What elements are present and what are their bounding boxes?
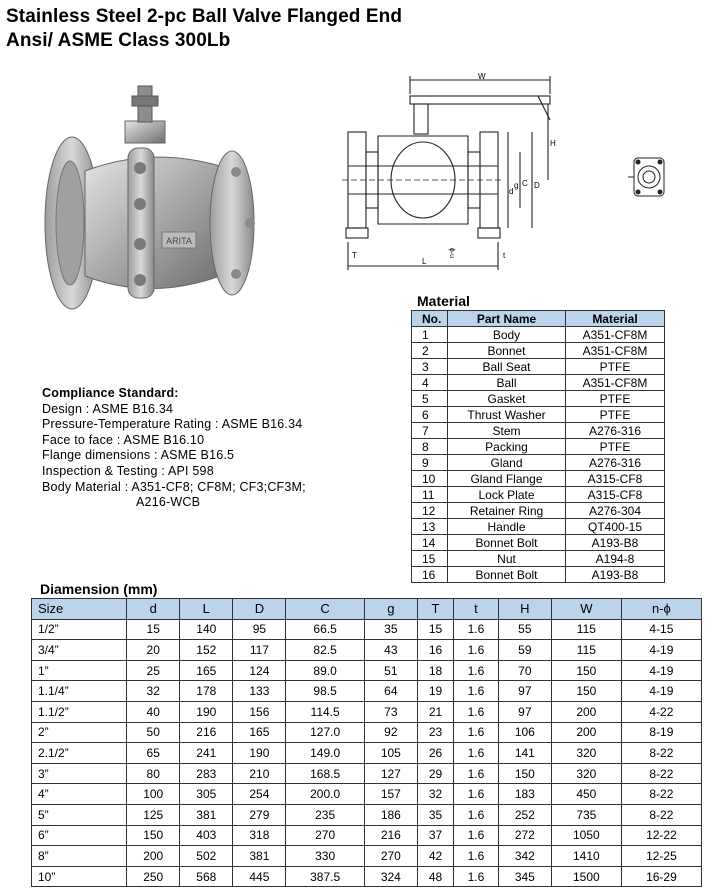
column-header: No. (412, 311, 448, 327)
table-row (32, 825, 702, 846)
table-cell: 14 (412, 535, 448, 551)
dimension-title: Diamension (mm) (40, 581, 158, 597)
table-cell: 2 (412, 343, 448, 359)
table-cell: 70 (498, 660, 551, 681)
table-cell: 1.1/4” (32, 681, 127, 702)
table-cell: A315-CF8 (566, 487, 665, 503)
table-cell: QT400-15 (566, 519, 665, 535)
dim-label-h: H (550, 139, 556, 148)
column-header: H (498, 599, 551, 620)
table-cell: 190 (233, 743, 286, 764)
table-cell: 10” (32, 866, 127, 887)
table-cell: 165 (180, 660, 233, 681)
compliance-line: Face to face : ASME B16.10 (42, 432, 205, 447)
dim-label-d: d (509, 187, 514, 196)
table-row (412, 407, 665, 423)
table-cell: 133 (233, 681, 286, 702)
dimension-table (31, 598, 702, 887)
table-cell: 100 (127, 784, 180, 805)
table-cell: 3 (412, 359, 448, 375)
column-header: T (417, 599, 453, 620)
table-row (412, 327, 665, 343)
dim-label-c: C (522, 179, 528, 188)
table-cell: 320 (551, 743, 621, 764)
table-row (412, 423, 665, 439)
column-header: Size (32, 599, 127, 620)
table-cell: A194-8 (566, 551, 665, 567)
table-cell: 4” (32, 784, 127, 805)
table-cell: Gland (448, 455, 566, 471)
table-row (412, 359, 665, 375)
table-cell: Ball (448, 375, 566, 391)
table-cell: 98.5 (286, 681, 364, 702)
compliance-heading: Compliance Standard: (42, 386, 179, 400)
table-cell: Handle (448, 519, 566, 535)
dim-label-D: D (534, 181, 540, 190)
table-cell: 12 (412, 503, 448, 519)
table-cell: 324 (364, 866, 417, 887)
table-cell: PTFE (566, 391, 665, 407)
table-header-row (412, 311, 665, 327)
table-cell: 4-19 (621, 660, 701, 681)
table-cell: 64 (364, 681, 417, 702)
column-header: D (233, 599, 286, 620)
table-cell: 89.0 (286, 660, 364, 681)
table-cell: 272 (498, 825, 551, 846)
table-cell: 5 (412, 391, 448, 407)
table-cell: 4-15 (621, 619, 701, 640)
table-cell: 381 (233, 846, 286, 867)
table-cell: 318 (233, 825, 286, 846)
table-cell: Body (448, 327, 566, 343)
table-cell: 283 (180, 763, 233, 784)
table-cell: 2” (32, 722, 127, 743)
column-header: Part Name (448, 311, 566, 327)
table-row (412, 471, 665, 487)
table-cell: 15 (417, 619, 453, 640)
table-cell: 42 (417, 846, 453, 867)
table-row (412, 343, 665, 359)
table-cell: 149.0 (286, 743, 364, 764)
table-cell: 97 (498, 681, 551, 702)
table-cell: 16 (412, 567, 448, 583)
table-cell: 403 (180, 825, 233, 846)
table-cell: 13 (412, 519, 448, 535)
table-cell: 270 (286, 825, 364, 846)
table-cell: A351-CF8M (566, 343, 665, 359)
table-cell: 1.6 (454, 763, 499, 784)
table-cell: 114.5 (286, 701, 364, 722)
table-cell: 342 (498, 846, 551, 867)
table-cell: 18 (417, 660, 453, 681)
table-cell: 21 (417, 701, 453, 722)
table-cell: 1.6 (454, 640, 499, 661)
table-cell: 345 (498, 866, 551, 887)
table-cell: 1/2” (32, 619, 127, 640)
table-cell: 59 (498, 640, 551, 661)
table-row (32, 660, 702, 681)
table-cell: 8-22 (621, 804, 701, 825)
table-cell: 7 (412, 423, 448, 439)
table-cell: 5” (32, 804, 127, 825)
table-cell: 152 (180, 640, 233, 661)
table-cell: 8-22 (621, 743, 701, 764)
table-cell: 8 (412, 439, 448, 455)
table-cell: 16 (417, 640, 453, 661)
material-table-body (412, 327, 665, 583)
table-cell: 4-22 (621, 701, 701, 722)
table-cell: 165 (233, 722, 286, 743)
table-cell: 106 (498, 722, 551, 743)
table-cell: 1050 (551, 825, 621, 846)
dim-label-t-lower: t (503, 251, 506, 260)
table-cell: 50 (127, 722, 180, 743)
table-cell: 55 (498, 619, 551, 640)
dim-label-l: L (422, 257, 427, 266)
table-cell: Bonnet Bolt (448, 535, 566, 551)
table-cell: 3” (32, 763, 127, 784)
table-row (412, 551, 665, 567)
technical-drawing (338, 70, 570, 280)
table-cell: 8” (32, 846, 127, 867)
table-cell: 97 (498, 701, 551, 722)
table-row (412, 455, 665, 471)
table-cell: 127 (364, 763, 417, 784)
compliance-line: Pressure-Temperature Rating : ASME B16.34 (42, 417, 303, 432)
table-cell: 1.1/2” (32, 701, 127, 722)
column-header: d (127, 599, 180, 620)
dim-label-n-phi: n-ϕ (449, 247, 456, 258)
table-row (32, 722, 702, 743)
table-cell: 1.6 (454, 825, 499, 846)
table-cell: Thrust Washer (448, 407, 566, 423)
column-header: C (286, 599, 364, 620)
table-cell: 735 (551, 804, 621, 825)
table-cell: 8-19 (621, 722, 701, 743)
table-row (412, 487, 665, 503)
table-cell: 80 (127, 763, 180, 784)
page-title: Stainless Steel 2-pc Ball Valve Flanged End (6, 6, 403, 27)
table-row (412, 439, 665, 455)
compliance-line: Body Material : A351-CF8; CF8M; CF3;CF3M; (42, 479, 306, 494)
table-cell: 1.6 (454, 804, 499, 825)
table-cell: Packing (448, 439, 566, 455)
table-cell: 15 (412, 551, 448, 567)
table-cell: 11 (412, 487, 448, 503)
table-cell: 157 (364, 784, 417, 805)
table-row (32, 701, 702, 722)
column-header: g (364, 599, 417, 620)
table-cell: 235 (286, 804, 364, 825)
table-cell: 186 (364, 804, 417, 825)
table-cell: A193-B8 (566, 567, 665, 583)
table-cell: 450 (551, 784, 621, 805)
table-cell: 9 (412, 455, 448, 471)
table-cell: 190 (180, 701, 233, 722)
table-cell: PTFE (566, 407, 665, 423)
table-cell: 35 (417, 804, 453, 825)
table-cell: 3/4” (32, 640, 127, 661)
material-table (411, 310, 665, 583)
table-cell: Bonnet Bolt (448, 567, 566, 583)
table-cell: 26 (417, 743, 453, 764)
table-cell: 568 (180, 866, 233, 887)
dim-label-t-upper: T (352, 251, 357, 260)
compliance-line: A216-WCB (136, 495, 201, 510)
table-cell: 4 (412, 375, 448, 391)
table-cell: 200 (551, 701, 621, 722)
table-cell: 270 (364, 846, 417, 867)
table-cell: 115 (551, 619, 621, 640)
table-cell: 23 (417, 722, 453, 743)
logo-text: ARITA (166, 236, 192, 246)
table-cell: 1.6 (454, 681, 499, 702)
table-cell: 82.5 (286, 640, 364, 661)
table-cell: 40 (127, 701, 180, 722)
table-row (32, 784, 702, 805)
dim-label-w: W (478, 72, 486, 81)
page-subtitle: Ansi/ ASME Class 300Lb (6, 30, 231, 51)
table-cell: 1410 (551, 846, 621, 867)
table-cell: A276-316 (566, 423, 665, 439)
table-cell: 241 (180, 743, 233, 764)
table-cell: 16-29 (621, 866, 701, 887)
table-cell: 1.6 (454, 743, 499, 764)
table-cell: 387.5 (286, 866, 364, 887)
table-row (412, 535, 665, 551)
table-cell: Gland Flange (448, 471, 566, 487)
column-header: L (180, 599, 233, 620)
table-cell: Gasket (448, 391, 566, 407)
table-row (32, 804, 702, 825)
table-cell: Ball Seat (448, 359, 566, 375)
table-row (32, 846, 702, 867)
compliance-line: Inspection & Testing : API 598 (42, 463, 214, 478)
valve-photo (40, 76, 280, 316)
table-cell: 48 (417, 866, 453, 887)
table-cell: 29 (417, 763, 453, 784)
table-cell: 141 (498, 743, 551, 764)
table-cell: Lock Plate (448, 487, 566, 503)
table-row (32, 619, 702, 640)
table-cell: 1.6 (454, 784, 499, 805)
table-cell: A351-CF8M (566, 375, 665, 391)
table-cell: 279 (233, 804, 286, 825)
table-cell: Stem (448, 423, 566, 439)
table-cell: PTFE (566, 439, 665, 455)
table-cell: 2.1/2” (32, 743, 127, 764)
table-cell: 502 (180, 846, 233, 867)
table-cell: 150 (127, 825, 180, 846)
table-cell: 125 (127, 804, 180, 825)
table-row (412, 375, 665, 391)
table-cell: 32 (417, 784, 453, 805)
table-cell: 51 (364, 660, 417, 681)
table-cell: 330 (286, 846, 364, 867)
table-cell: 32 (127, 681, 180, 702)
table-cell: A315-CF8 (566, 471, 665, 487)
table-cell: 1500 (551, 866, 621, 887)
table-row (32, 866, 702, 887)
compliance-line: Flange dimensions : ASME B16.5 (42, 448, 235, 463)
table-cell: 66.5 (286, 619, 364, 640)
table-cell: 1.6 (454, 660, 499, 681)
table-row (412, 503, 665, 519)
table-cell: 117 (233, 640, 286, 661)
column-header: W (551, 599, 621, 620)
table-cell: 156 (233, 701, 286, 722)
table-cell: 183 (498, 784, 551, 805)
table-row (32, 763, 702, 784)
table-cell: 254 (233, 784, 286, 805)
table-cell: 20 (127, 640, 180, 661)
table-cell: 15 (127, 619, 180, 640)
table-cell: 1” (32, 660, 127, 681)
table-cell: PTFE (566, 359, 665, 375)
table-cell: 1.6 (454, 701, 499, 722)
table-cell: 6 (412, 407, 448, 423)
table-cell: 19 (417, 681, 453, 702)
table-cell: 178 (180, 681, 233, 702)
table-row (412, 391, 665, 407)
table-cell: 445 (233, 866, 286, 887)
table-cell: 1.6 (454, 619, 499, 640)
table-cell: 65 (127, 743, 180, 764)
column-header: Material (566, 311, 665, 327)
dim-label-g: g (514, 181, 519, 190)
table-cell: 150 (498, 763, 551, 784)
table-cell: 25 (127, 660, 180, 681)
table-cell: 105 (364, 743, 417, 764)
table-cell: Retainer Ring (448, 503, 566, 519)
compliance-standard (42, 386, 306, 511)
table-cell: 95 (233, 619, 286, 640)
table-cell: Bonnet (448, 343, 566, 359)
table-cell: 124 (233, 660, 286, 681)
table-row (412, 567, 665, 583)
table-cell: 73 (364, 701, 417, 722)
table-cell: 1.6 (454, 722, 499, 743)
table-cell: 12-22 (621, 825, 701, 846)
table-cell: 210 (233, 763, 286, 784)
table-header-row (32, 599, 702, 620)
table-cell: 6” (32, 825, 127, 846)
table-cell: 1.6 (454, 866, 499, 887)
table-cell: 1 (412, 327, 448, 343)
table-cell: A276-316 (566, 455, 665, 471)
table-cell: 4-19 (621, 640, 701, 661)
table-cell: 252 (498, 804, 551, 825)
table-cell: 8-22 (621, 763, 701, 784)
table-cell: 140 (180, 619, 233, 640)
table-cell: A351-CF8M (566, 327, 665, 343)
table-cell: 92 (364, 722, 417, 743)
table-cell: 35 (364, 619, 417, 640)
table-cell: 150 (551, 681, 621, 702)
table-cell: A193-B8 (566, 535, 665, 551)
table-cell: 8-22 (621, 784, 701, 805)
table-cell: 1.6 (454, 846, 499, 867)
table-cell: Nut (448, 551, 566, 567)
table-cell: 12-25 (621, 846, 701, 867)
column-header: n-ϕ (621, 599, 701, 620)
table-row (32, 743, 702, 764)
table-cell: 216 (364, 825, 417, 846)
table-cell: 305 (180, 784, 233, 805)
table-cell: 250 (127, 866, 180, 887)
column-header: t (454, 599, 499, 620)
table-cell: 150 (551, 660, 621, 681)
table-cell: 168.5 (286, 763, 364, 784)
table-row (32, 640, 702, 661)
material-title: Material (417, 293, 470, 309)
table-row (412, 519, 665, 535)
table-cell: 320 (551, 763, 621, 784)
dimension-table-body (32, 619, 702, 887)
table-cell: 127.0 (286, 722, 364, 743)
table-cell: 200.0 (286, 784, 364, 805)
table-row (32, 681, 702, 702)
top-view-drawing (624, 148, 674, 208)
table-cell: 216 (180, 722, 233, 743)
table-cell: 43 (364, 640, 417, 661)
table-cell: 200 (127, 846, 180, 867)
table-cell: 381 (180, 804, 233, 825)
table-cell: 4-19 (621, 681, 701, 702)
compliance-line: Design : ASME B16.34 (42, 401, 174, 416)
table-cell: 115 (551, 640, 621, 661)
table-cell: 10 (412, 471, 448, 487)
table-cell: A276-304 (566, 503, 665, 519)
table-cell: 200 (551, 722, 621, 743)
table-cell: 37 (417, 825, 453, 846)
